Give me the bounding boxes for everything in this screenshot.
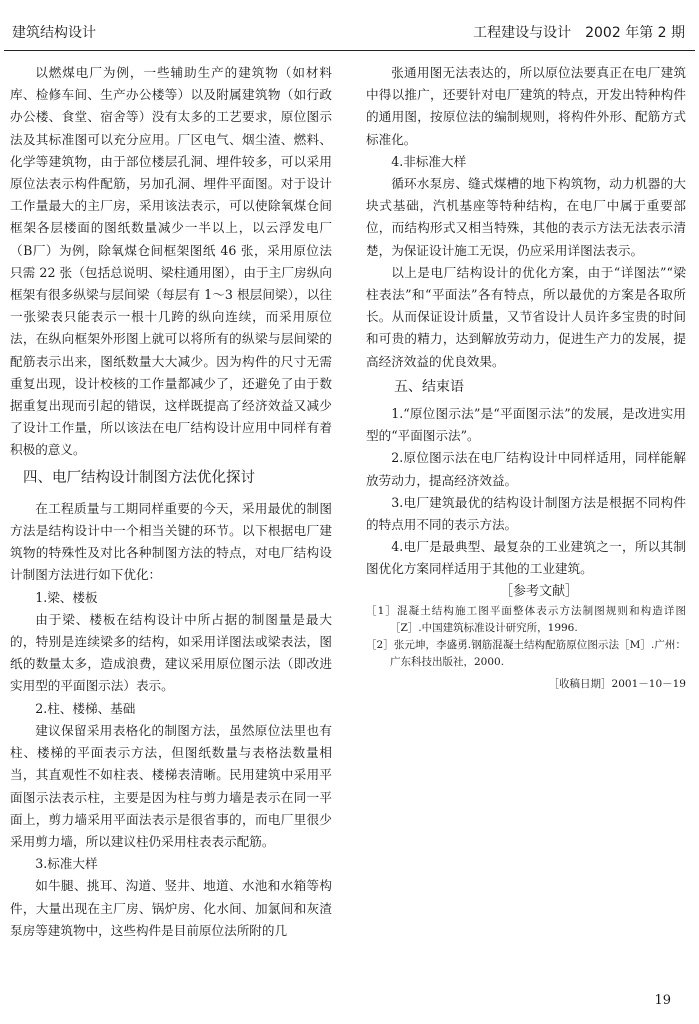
header-rule xyxy=(4,50,695,51)
section-heading-5: 五、结束语 xyxy=(394,378,464,395)
conclusion-item: 2.原位图示法在电厂结构设计中同样适用，同样能解放劳动力，提高经济效益。 xyxy=(366,450,686,488)
reference-item: ［2］张元坤，李盛勇.钢筋混凝土结构配筋原位图示法［M］.广州：广东科技出版社，2000. xyxy=(366,638,686,668)
subheading-nonstandard-details: 4.非标准大样 xyxy=(391,153,467,169)
journal-issue: 工程建设与设计 2002 年第 2 期 xyxy=(473,25,685,41)
paragraph: 以上是电厂结构设计的优化方案，由于“详图法”“梁柱表法”和“平面法”各有特点，所以最优的方案是各取所长。从而保证设计质量，又节省设计人员许多宝贵的时间和可贵的精力，达到解放劳动力，促进生产力的发展，提高经济效益的优良效果。 xyxy=(366,264,686,369)
received-date: ［收稿日期］2001－10－19 xyxy=(548,677,686,690)
reference-item: ［1］混凝土结构施工图平面整体表示方法制图规则和构造详图［Z］.中国建筑标准设计研究所，1996. xyxy=(366,604,686,634)
page-header xyxy=(0,0,699,57)
section-heading-4: 四、电厂结构设计制图方法优化探讨 xyxy=(23,469,256,486)
paragraph: 以燃煤电厂为例，一些辅助生产的建筑物（如材料库、检修车间、生产办公楼等）以及附属建筑物（如行政办公楼、食堂、宿舍等）没有太多的工艺要求，原位图示法及其标准图可以充分应用。厂区电气、烟尘渣、燃料、化学等建筑物，由于部位楼层孔洞、埋件较多，可以采用原位法表示构件配筋，另加孔洞、埋件平面图。对于设计工作量最大的主厂房，采用该法表示，可以使除氧煤仓间框架各层楼面的图纸数量减少一半以上，以云浮发电厂（B厂）为例，除氧煤仓间框架图纸 46 张，采用原位法只需 22 张（包括总说明、梁柱通用图），由于主厂房纵向框架有很多纵梁与层间梁（每层有 1～3 根层间梁），以往一张梁表只能表示一根十几跨的纵向连续，而采用原位法，在纵向框架外形图上就可以将所有的纵梁与层间梁的配筋表示出来，图纸数量大大减少。因为构件的尺寸无需重复出现，设计校核的工作量都减少了，还避免了由于数据重复出现而引起的错误，这样既提高了经济效益又减少了设计工作量，所以该法在电厂结构设计应用中同样有着积极的意义。 xyxy=(10,65,332,458)
page-number: 19 xyxy=(654,993,671,1008)
paragraph: 建议保留采用表格化的制图方法，虽然原位法里也有柱、楼梯的平面表示方法，但图纸数量与表格法数量相当，其直观性不如柱表、楼梯表清晰。民用建筑中采用平面图示法表示柱，主要是因为柱与剪力墙是表示在同一平面上，剪力墙采用平面法表示是很省事的，而电厂里很少采用剪力墙，所以建议柱仍采用柱表表示配筋。 xyxy=(10,722,332,849)
journal-section: 建筑结构设计 xyxy=(12,25,96,41)
subheading-columns-stairs: 2.柱、楼梯、基础 xyxy=(35,700,136,716)
paragraph: 在工程质量与工期同样重要的今天，采用最优的制图方法是结构设计中一个相当关键的环节。以下根据电厂建筑物的特殊性及对比各种制图方法的特点，对电厂结构设计制图方法进行如下优化： xyxy=(10,500,332,583)
subheading-beams-slabs: 1.梁、楼板 xyxy=(35,589,98,605)
paragraph: 张通用图无法表达的，所以原位法要真正在电厂建筑中得以推广，还要针对电厂建筑的特点，开发出特种构件的通用图，按原位法的编制规则，将构件外形、配筋方式标准化。 xyxy=(366,65,686,147)
references-title: ［参考文献］ xyxy=(499,583,578,599)
conclusion-item: 4.电厂是最典型、最复杂的工业建筑之一，所以其制图优化方案同样适用于其他的工业建筑。 xyxy=(366,539,686,577)
paragraph: 由于梁、楼板在结构设计中所占据的制图量是最大的，特别是连续梁多的结构，如采用详图法或梁表法，图纸的数量太多，造成浪费，建议采用原位图示法（即改进实用型的平面图示法）表示。 xyxy=(10,611,332,694)
left-column xyxy=(10,62,332,942)
conclusion-item: 3.电厂建筑最优的结构设计制图方法是根据不同构件的特点用不同的表示方法。 xyxy=(366,494,686,533)
conclusion-item: 1.“原位图示法”是“平面图示法”的发展，是改进实用型的“平面图示法”。 xyxy=(366,406,686,444)
paragraph: 如牛腿、挑耳、沟道、竖井、地道、水池和水箱等构件，大量出现在主厂房、锅炉房、化水间、加氯间和灰渣泵房等建筑物中，这些构件是目前原位法所附的几 xyxy=(10,878,332,938)
subheading-standard-details: 3.标准大样 xyxy=(35,856,98,872)
right-column xyxy=(366,62,686,695)
paragraph: 循环水泵房、缝式煤槽的地下构筑物，动力机器的大块式基础，汽机基座等特种结构，在电厂中属于重要部位，而结构形式又相当特殊，其他的表示方法无法表示清楚，为保证设计施工无误，仍应采用详图法表示。 xyxy=(366,176,686,258)
